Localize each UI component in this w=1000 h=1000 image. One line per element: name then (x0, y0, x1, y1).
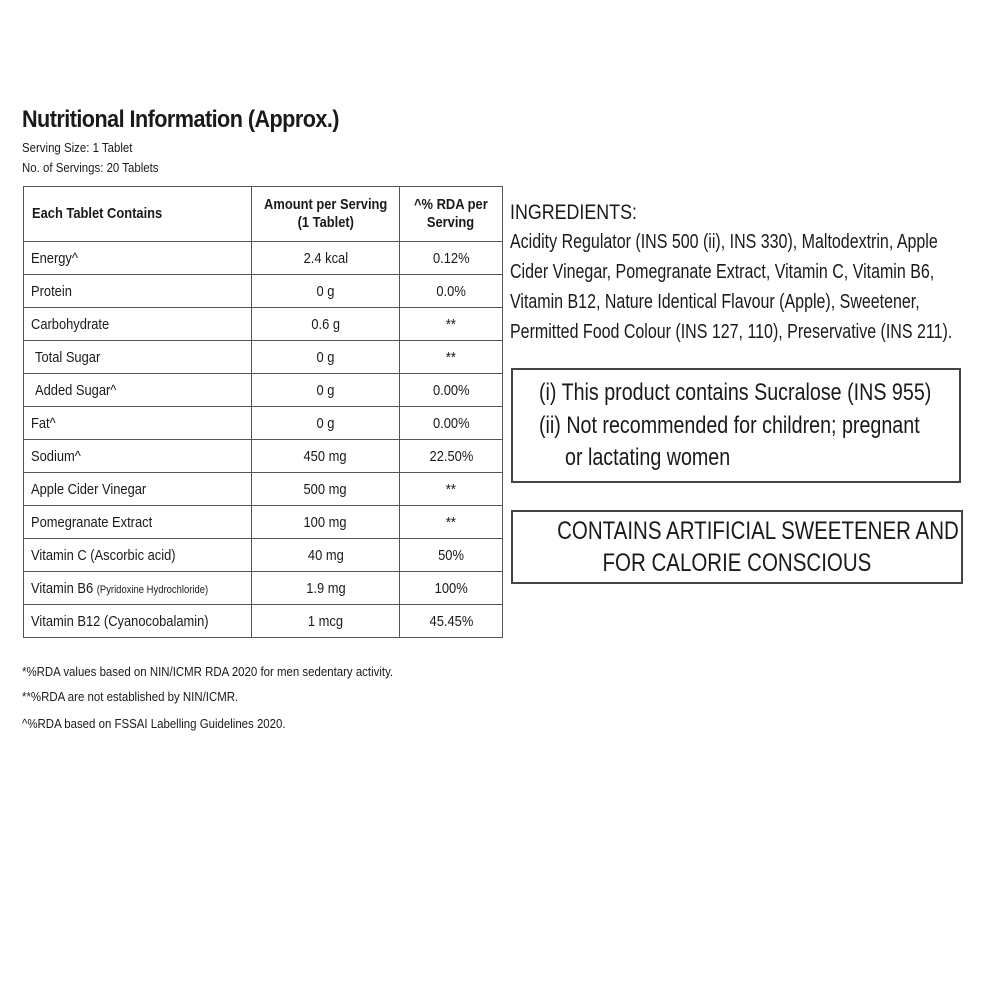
table-row (24, 341, 503, 374)
serving-size: Serving Size: 1 Tablet (22, 140, 133, 155)
warning-sucralose: (i) This product contains Sucralose (INS 955) (539, 379, 932, 406)
warning-lactating: or lactating women (565, 444, 731, 471)
artificial-sweetener-notice (511, 510, 963, 584)
table-row (24, 374, 503, 407)
table-row (24, 506, 503, 539)
nutrient-amount: 450 mg (252, 440, 400, 473)
nutrient-name (24, 572, 252, 605)
nutrient-amount: 1 mcg (252, 605, 400, 638)
nutrient-rda: 45.45% (400, 605, 503, 638)
nutrient-name: Added Sugar^ (24, 374, 252, 407)
ingredients-line: Cider Vinegar, Pomegranate Extract, Vitamin C, Vitamin B6, (510, 261, 935, 283)
nutrient-name: Vitamin B12 (Cyanocobalamin) (24, 605, 252, 638)
table-row (24, 572, 503, 605)
nutrient-amount: 0 g (252, 407, 400, 440)
nutrient-rda: 0.12% (400, 242, 503, 275)
column-header-amount: Amount per Serving (1 Tablet) (252, 187, 400, 242)
nutrient-amount: 40 mg (252, 539, 400, 572)
column-header-nutrient: Each Tablet Contains (24, 187, 252, 242)
nutrient-rda: 50% (400, 539, 503, 572)
warning-box (511, 368, 961, 483)
table-row (24, 473, 503, 506)
nutrient-amount: 2.4 kcal (252, 242, 400, 275)
footnote-fssai: ^%RDA based on FSSAI Labelling Guidelines 2020. (22, 716, 286, 731)
nutrient-rda: 0.0% (400, 275, 503, 308)
ingredients-line: Permitted Food Colour (INS 127, 110), Preservative (INS 211). (510, 321, 953, 343)
ingredients-line: Vitamin B12, Nature Identical Flavour (Apple), Sweetener, (510, 291, 920, 313)
nutrient-name-main: Vitamin B6 (31, 579, 94, 597)
nutrient-amount: 500 mg (252, 473, 400, 506)
table-row (24, 308, 503, 341)
nutrient-name: Energy^ (24, 242, 252, 275)
nutrient-rda: ** (400, 308, 503, 341)
nutrient-amount: 0 g (252, 341, 400, 374)
nutrient-name: Vitamin C (Ascorbic acid) (24, 539, 252, 572)
footnote-rda-basis: *%RDA values based on NIN/ICMR RDA 2020 for men sedentary activity. (22, 664, 394, 679)
nutrient-rda: 0.00% (400, 407, 503, 440)
nutrient-name: Apple Cider Vinegar (24, 473, 252, 506)
sweetener-notice-line1: CONTAINS ARTIFICIAL SWEETENER AND (557, 517, 959, 545)
nutrient-amount: 0.6 g (252, 308, 400, 341)
nutrient-rda: ** (400, 473, 503, 506)
nutrient-name: Protein (24, 275, 252, 308)
nutrient-name-note: (Pyridoxine Hydrochloride) (96, 583, 209, 596)
table-row (24, 242, 503, 275)
sweetener-notice-line2: FOR CALORIE CONSCIOUS (602, 549, 872, 577)
table-row (24, 440, 503, 473)
nutrient-name: Carbohydrate (24, 308, 252, 341)
nutrient-rda: 22.50% (400, 440, 503, 473)
table-header-row (24, 187, 503, 242)
nutrient-amount: 100 mg (252, 506, 400, 539)
nutrient-rda: ** (400, 506, 503, 539)
page-title: Nutritional Information (Approx.) (22, 106, 339, 133)
nutrient-name: Total Sugar (24, 341, 252, 374)
nutrition-table (23, 186, 503, 638)
warning-not-recommended: (ii) Not recommended for children; pregnant (539, 412, 920, 439)
nutrient-amount: 0 g (252, 275, 400, 308)
table-row (24, 407, 503, 440)
nutrient-amount: 0 g (252, 374, 400, 407)
ingredients-heading: INGREDIENTS: (510, 201, 637, 224)
nutrient-name: Pomegranate Extract (24, 506, 252, 539)
servings-count: No. of Servings: 20 Tablets (22, 160, 159, 175)
nutrient-rda: ** (400, 341, 503, 374)
nutrient-rda: 100% (400, 572, 503, 605)
table-row (24, 275, 503, 308)
footnote-rda-not-established: **%RDA are not established by NIN/ICMR. (22, 689, 239, 704)
column-header-rda: ^% RDA per Serving (400, 187, 503, 242)
nutrient-amount: 1.9 mg (252, 572, 400, 605)
nutrient-rda: 0.00% (400, 374, 503, 407)
nutrient-name: Fat^ (24, 407, 252, 440)
table-row (24, 539, 503, 572)
nutrient-name: Sodium^ (24, 440, 252, 473)
table-row (24, 605, 503, 638)
ingredients-line: Acidity Regulator (INS 500 (ii), INS 330), Maltodextrin, Apple (510, 231, 938, 253)
